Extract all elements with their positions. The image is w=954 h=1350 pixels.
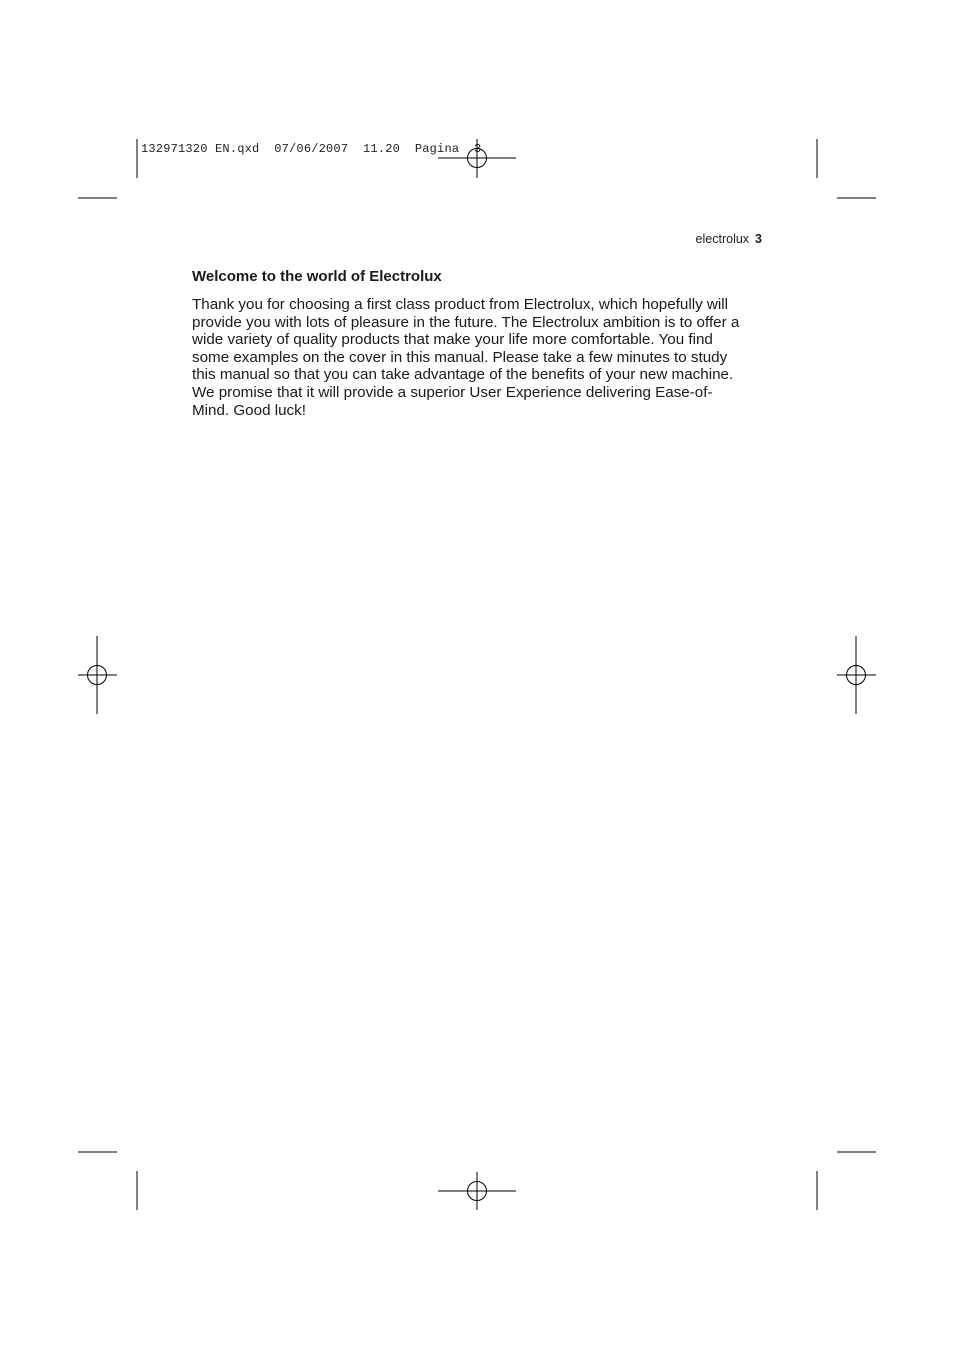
- paragraph-line: provide you with lots of pleasure in the future. The Electrolux ambition is to offer a: [192, 313, 740, 331]
- registration-mark: [78, 636, 117, 714]
- registration-mark: [438, 139, 516, 178]
- registration-mark: [837, 636, 876, 714]
- registration-mark: [438, 1172, 516, 1210]
- paragraph-line: Mind. Good luck!: [192, 401, 306, 419]
- paragraph-line: We promise that it will provide a superior User Experience delivering Ease-of-: [192, 383, 713, 401]
- page-number: 3: [755, 232, 762, 246]
- paragraph-line: wide variety of quality products that make your life more comfortable. You find: [192, 331, 713, 349]
- paragraph-line: Thank you for choosing a first class product from Electrolux, which hopefully will: [192, 296, 729, 313]
- printer-slug: 132971320 EN.qxd 07/06/2007 11.20 Pagina 3: [141, 142, 482, 156]
- paragraph-line: this manual so that you can take advantage of the benefits of your new machine.: [192, 366, 734, 384]
- paragraph-line: some examples on the cover in this manual. Please take a few minutes to study: [192, 348, 728, 366]
- brand-name: electrolux: [695, 232, 750, 246]
- section-heading: Welcome to the world of Electrolux: [192, 268, 442, 285]
